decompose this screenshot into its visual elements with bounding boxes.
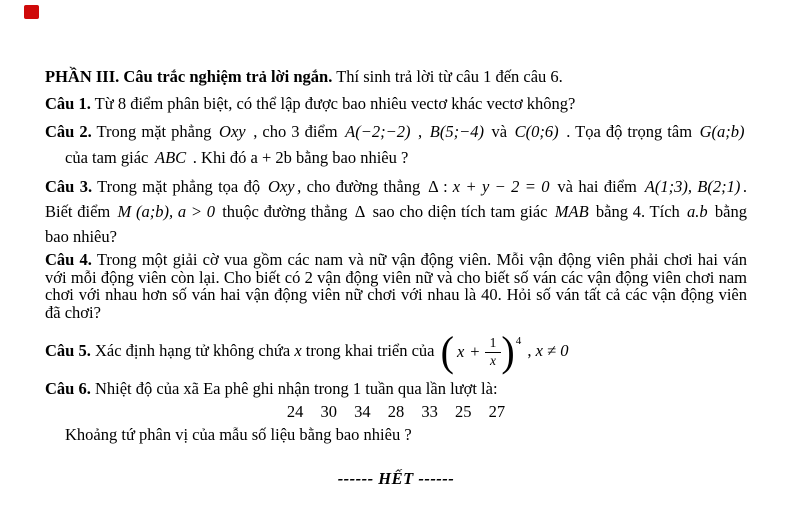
text-run: , cho 3 điểm [248,122,343,141]
red-corner-mark [24,5,39,19]
binomial-expression [440,328,522,376]
question-2 [45,119,747,171]
question-6-label: Câu 6. [45,379,91,398]
fraction-denominator: x [489,352,496,368]
fraction [485,335,502,370]
left-paren: ( [440,328,454,376]
math-delta-symbol: Δ [354,202,366,221]
end-marker: ------ HẾT ------ [337,469,455,488]
right-paren: ) [501,328,515,376]
exponent: 4 [515,335,522,348]
text-run: Trong mặt phẳng tọa độ [97,177,266,196]
section-header [45,64,747,89]
math-triangle-mab: MAB [554,202,589,221]
text-run: của tam giác [65,148,153,167]
section-title: PHẦN III. Câu trắc nghiệm trả lời ngắn. [45,67,333,86]
section-instructions: Thí sinh trả lời từ câu 1 đến câu 6. [336,67,563,86]
text-run: , [523,341,536,360]
question-1-text: Từ 8 điểm phân biệt, có thể lập được bao nhiêu vectơ khác vectơ không? [94,94,576,113]
math-plane-oxy: Oxy [268,177,295,196]
math-product-ab: a.b [687,202,708,221]
math-triangle-abc: ABC [155,148,187,167]
text-run: , [412,122,428,141]
question-3-label: Câu 3. [45,177,93,196]
question-1-label: Câu 1. [45,94,91,113]
math-point-b: B(5;−4) [429,122,484,141]
math-points-ab: A(1;3), B(2;1) [644,177,741,196]
question-6-data-values: 24 30 34 28 33 25 27 [286,402,506,421]
text-run: và hai điểm [552,177,643,196]
text-run: . Biết điểm [45,177,747,221]
text-run: bằng 4. Tích [591,202,685,221]
math-point-c: C(0;6) [514,122,559,141]
math-point-m: M (a;b), a > 0 [117,202,215,221]
math-var-x: x [294,341,302,360]
math-var-x: x [456,341,465,361]
question-4-label: Câu 4. [45,250,92,269]
math-point-a: A(−2;−2) [345,122,411,141]
text-run: , cho đường thẳng [297,177,426,196]
text-run: sao cho diện tích tam giác [367,202,553,221]
document-body [45,64,747,491]
text-run: . Khi đó a + 2b bằng bao nhiêu ? [188,148,409,167]
text-run: Trong mặt phẳng [96,122,217,141]
question-5 [45,327,747,375]
text-run: trong khai triển của [301,341,439,360]
plus-operator: + [470,341,480,361]
math-line-equation: x + y − 2 = 0 [452,177,550,196]
text-run: thuộc đường thẳng [217,202,353,221]
question-6 [45,377,747,446]
text-run: và [486,122,513,141]
fraction-numerator: 1 [485,335,502,353]
text-run: bằng bao nhiêu? [45,202,747,246]
math-centroid-g: G(a;b) [699,122,745,141]
question-4-text: Trong một giải cờ vua gồm các nam và nữ vận động viên. Mỗi vận động viên phải chơi hai ván với mỗi động viên còn lại. Cho biết có 2 vận động viên nữ và cho biết số ván các vận động viên chơi nam chơi với nhau hơn số ván hai vận động viên nữ chơi với nhau là 40. Hỏi số ván tất cả các vận động viên đã chơi? [45,250,748,322]
text-run: Xác định hạng tử không chứa [90,341,295,360]
text-run: Nhiệt độ của xã Ea phê ghi nhận trong 1 tuần qua lần lượt là: [90,379,498,398]
question-6-prompt: Khoảng tứ phân vị của mẫu số liệu bằng bao nhiêu ? [65,425,412,444]
text-run: . Tọa độ trọng tâm [561,122,698,141]
math-delta-symbol: Δ : [428,177,448,196]
question-4 [45,251,747,321]
question-5-label: Câu 5. [45,341,91,360]
question-2-label: Câu 2. [45,122,92,141]
question-6-intro [45,377,747,400]
question-3 [45,174,747,249]
question-1 [45,91,747,116]
math-plane-oxy: Oxy [219,122,246,141]
math-x-nonzero: x ≠ 0 [535,341,569,360]
